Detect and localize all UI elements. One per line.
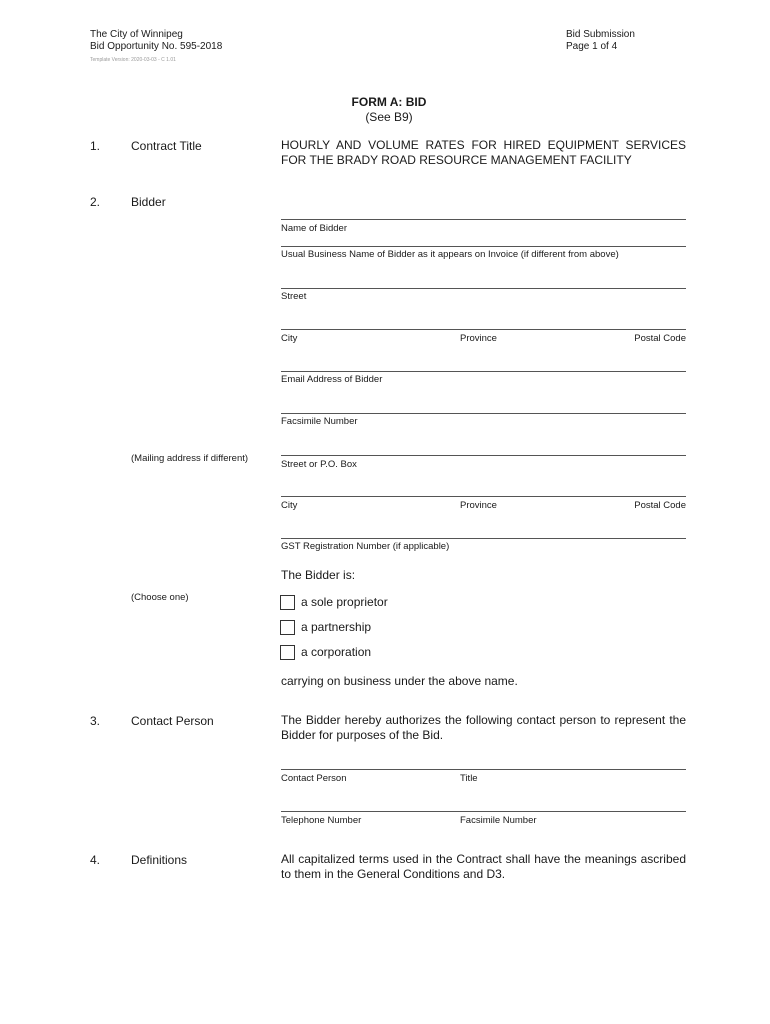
gst-label: GST Registration Number (if applicable) xyxy=(281,541,450,552)
street-label: Street xyxy=(281,291,307,302)
city-label: City xyxy=(281,333,298,344)
header-bid-opportunity: Bid Opportunity No. 595-2018 xyxy=(90,41,223,52)
section-3-number: 3. xyxy=(90,714,101,728)
street-po-label: Street or P.O. Box xyxy=(281,459,357,470)
partnership-checkbox[interactable] xyxy=(280,620,295,635)
section-3-label: Contact Person xyxy=(131,714,214,728)
section-1-label: Contract Title xyxy=(131,139,202,153)
choose-one-note: (Choose one) xyxy=(131,592,189,603)
contract-title-text: HOURLY AND VOLUME RATES FOR HIRED EQUIPMENT SERVICES FOR THE BRADY ROAD RESOURCE MANAGEMENT FACILITY xyxy=(281,138,686,167)
bidder-name-line[interactable] xyxy=(281,219,686,220)
fax-label: Facsimile Number xyxy=(281,416,358,427)
contact-person-label: Contact Person xyxy=(281,773,347,784)
bidder-name-label: Name of Bidder xyxy=(281,223,348,234)
section-2-label: Bidder xyxy=(131,195,166,209)
email-line[interactable] xyxy=(281,371,686,372)
corporation-label: a corporation xyxy=(301,645,372,659)
phone-fax-line[interactable] xyxy=(281,811,686,812)
mailing-city-province-postal-line[interactable] xyxy=(281,496,686,497)
corporation-checkbox[interactable] xyxy=(280,645,295,660)
province-label: Province xyxy=(460,333,497,344)
city-province-postal-line[interactable] xyxy=(281,329,686,330)
street-po-line[interactable] xyxy=(281,455,686,456)
email-label: Email Address of Bidder xyxy=(281,374,383,385)
postal-code-label: Postal Code xyxy=(634,333,686,344)
form-subtitle: (See B9) xyxy=(365,110,413,124)
bidder-is-text: The Bidder is: xyxy=(281,568,356,582)
gst-line[interactable] xyxy=(281,538,686,539)
mailing-city-label: City xyxy=(281,500,298,511)
section-2-number: 2. xyxy=(90,195,101,209)
contact-fax-label: Facsimile Number xyxy=(460,815,537,826)
contact-person-text: The Bidder hereby authorizes the following contact person to represent the Bidder for purposes of the Bid. xyxy=(281,713,686,742)
usual-name-line[interactable] xyxy=(281,246,686,247)
street-line[interactable] xyxy=(281,288,686,289)
mailing-postal-code-label: Postal Code xyxy=(634,500,686,511)
sole-proprietor-label: a sole proprietor xyxy=(301,595,388,609)
section-4-number: 4. xyxy=(90,853,101,867)
header-submission: Bid Submission xyxy=(566,29,635,40)
contact-title-label: Title xyxy=(460,773,478,784)
section-1-number: 1. xyxy=(90,139,101,153)
contact-title-line[interactable] xyxy=(281,769,686,770)
template-version: Template Version: 2020-03-03 - C 1.01 xyxy=(90,57,176,63)
carrying-on-business-text: carrying on business under the above name. xyxy=(281,674,518,688)
mailing-address-note: (Mailing address if different) xyxy=(131,453,249,464)
header-page-number: Page 1 of 4 xyxy=(566,41,618,52)
partnership-label: a partnership xyxy=(301,620,372,634)
fax-line[interactable] xyxy=(281,413,686,414)
sole-proprietor-checkbox[interactable] xyxy=(280,595,295,610)
section-4-label: Definitions xyxy=(131,853,188,867)
telephone-label: Telephone Number xyxy=(281,815,362,826)
usual-name-label: Usual Business Name of Bidder as it appears on Invoice (if different from above) xyxy=(281,249,619,260)
definitions-text: All capitalized terms used in the Contract shall have the meanings ascribed to them in the General Conditions and D3. xyxy=(281,852,686,881)
form-title: FORM A: BID xyxy=(351,95,427,109)
header-org: The City of Winnipeg xyxy=(90,29,183,40)
mailing-province-label: Province xyxy=(460,500,497,511)
